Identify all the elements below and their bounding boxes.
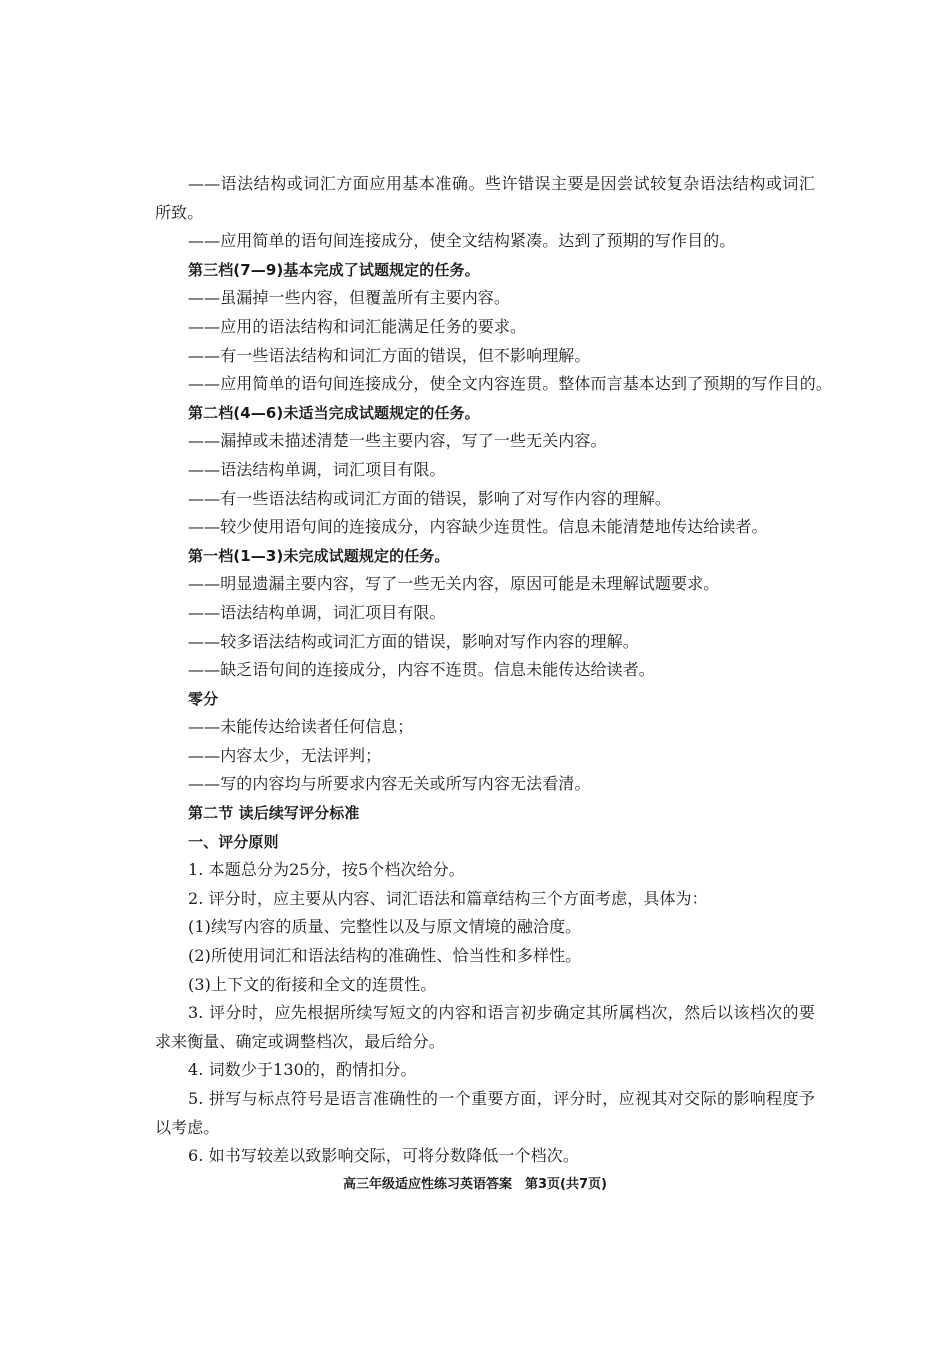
section-heading: 第二节 读后续写评分标准: [188, 804, 360, 823]
list-item: ——漏掉或未描述清楚一些主要内容，写了一些无关内容。: [188, 431, 607, 451]
rule-item: 5. 拼写与标点符号是语言准确性的一个重要方面，评分时，应视其对交际的影响程度予以考虑。: [155, 1089, 815, 1137]
tier1-heading: 第一档(1—3)未完成试题规定的任务。: [188, 546, 450, 565]
paragraph: ——语法结构或词汇方面应用基本准确。些许错误主要是因尝试较复杂语法结构或词汇所致。: [155, 174, 815, 222]
list-item: ——应用简单的语句间连接成分，使全文内容连贯。整体而言基本达到了预期的写作目的。: [188, 374, 833, 394]
list-item: ——有一些语法结构和词汇方面的错误，但不影响理解。: [188, 345, 591, 365]
list-item: ——较多语法结构或词汇方面的错误，影响对写作内容的理解。: [188, 631, 639, 651]
tier3-heading: 第三档(7—9)基本完成了试题规定的任务。: [188, 260, 480, 279]
rule-item: 1. 本题总分为25分，按5个档次给分。: [188, 860, 465, 880]
rule-item: (2)所使用词汇和语法结构的准确性、恰当性和多样性。: [188, 946, 582, 966]
list-item: ——语法结构单调，词汇项目有限。: [188, 602, 446, 622]
list-item: ——较少使用语句间的连接成分，内容缺少连贯性。信息未能清楚地传达给读者。: [188, 517, 768, 537]
list-item: ——应用的语法结构和词汇能满足任务的要求。: [188, 316, 527, 336]
rule-item: 6. 如书写较差以致影响交际，可将分数降低一个档次。: [188, 1146, 579, 1166]
paragraph: ——应用简单的语句间连接成分，使全文结构紧凑。达到了预期的写作目的。: [188, 231, 736, 251]
list-item: ——缺乏语句间的连接成分，内容不连贯。信息未能传达给读者。: [188, 660, 655, 680]
rule-item: 4. 词数少于130的，酌情扣分。: [188, 1060, 417, 1080]
list-item: ——未能传达给读者任何信息；: [188, 717, 414, 737]
list-item: ——写的内容均与所要求内容无关或所写内容无法看清。: [188, 774, 591, 794]
list-item: ——明显遗漏主要内容，写了一些无关内容，原因可能是未理解试题要求。: [188, 574, 720, 594]
principles-heading: 一、评分原则: [188, 832, 279, 851]
list-item: ——语法结构单调，词汇项目有限。: [188, 459, 446, 479]
list-item: ——虽漏掉一些内容，但覆盖所有主要内容。: [188, 288, 511, 308]
page-footer: 高三年级适应性练习英语答案 第3页(共7页): [343, 1177, 607, 1192]
rule-item: 2. 评分时，应主要从内容、词汇语法和篇章结构三个方面考虑，具体为：: [188, 888, 708, 908]
zero-heading: 零分: [188, 689, 219, 708]
list-item: ——有一些语法结构或词汇方面的错误，影响了对写作内容的理解。: [188, 488, 672, 508]
rule-item: 3. 评分时，应先根据所续写短文的内容和语言初步确定其所属档次，然后以该档次的要求来衡量、确定或调整档次，最后给分。: [155, 1003, 815, 1051]
list-item: ——内容太少，无法评判；: [188, 745, 382, 765]
rule-item: (1)续写内容的质量、完整性以及与原文情境的融洽度。: [188, 917, 582, 937]
rule-item: (3)上下文的衔接和全文的连贯性。: [188, 974, 437, 994]
tier2-heading: 第二档(4—6)未适当完成试题规定的任务。: [188, 403, 480, 422]
document-body: [155, 170, 833, 1171]
